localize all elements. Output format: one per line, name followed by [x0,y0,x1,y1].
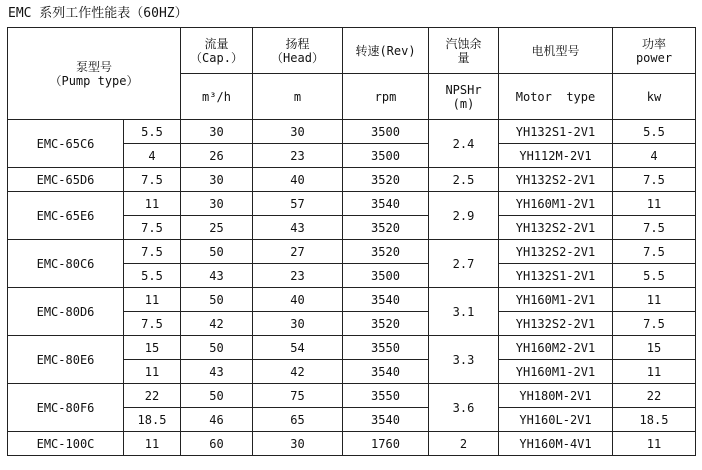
header-row-1 [8,28,696,74]
flow-cell: 46 [181,408,253,432]
pump-model-cell: EMC-80E6 [8,336,124,384]
motor-cell: YH160L-2V1 [499,408,613,432]
impeller-cell: 11 [124,432,181,456]
motor-cell: YH160M1-2V1 [499,192,613,216]
impeller-cell: 11 [124,288,181,312]
flow-cell: 60 [181,432,253,456]
head-header [253,28,343,74]
speed-header: 转速(Rev) [343,28,429,74]
table-row [8,432,696,456]
motor-cell: YH132S2-2V1 [499,216,613,240]
head-cell: 54 [253,336,343,360]
npsh-cell: 3.1 [429,288,499,336]
table-row [8,192,696,216]
power-cell: 5.5 [613,120,696,144]
table-body [8,120,696,456]
pump-model-cell: EMC-65C6 [8,120,124,168]
speed-cell: 3520 [343,240,429,264]
speed-cell: 3500 [343,120,429,144]
pump-model-cell: EMC-80C6 [8,240,124,288]
motor-header: 电机型号 [499,28,613,74]
flow-cell: 43 [181,360,253,384]
head-cell: 43 [253,216,343,240]
motor-cell: YH180M-2V1 [499,384,613,408]
impeller-cell: 7.5 [124,216,181,240]
power-cell: 11 [613,432,696,456]
motor-cell: YH112M-2V1 [499,144,613,168]
head-cell: 23 [253,144,343,168]
flow-cell: 50 [181,240,253,264]
npsh-cell: 3.3 [429,336,499,384]
pump-model-cell: EMC-80F6 [8,384,124,432]
npsh-cell: 2 [429,432,499,456]
impeller-cell: 7.5 [124,240,181,264]
impeller-cell: 7.5 [124,168,181,192]
impeller-cell: 22 [124,384,181,408]
npsh-cell: 2.5 [429,168,499,192]
power-cn: 功率 [641,36,666,51]
npsh-unit-1: NPSHr [445,82,482,97]
flow-cell: 30 [181,168,253,192]
speed-cell: 3540 [343,360,429,384]
pump-model-cell: EMC-100C [8,432,124,456]
pump-type-header [8,28,181,120]
flow-cell: 42 [181,312,253,336]
pump-type-cn: 泵型号 [75,59,112,74]
speed-cell: 3500 [343,144,429,168]
pump-type-en: （Pump type） [49,73,139,88]
head-cell: 57 [253,192,343,216]
flow-header [181,28,253,74]
impeller-cell: 7.5 [124,312,181,336]
npsh-cell: 3.6 [429,384,499,432]
motor-cell: YH160M2-2V1 [499,336,613,360]
table-row [8,240,696,264]
motor-cell: YH160M1-2V1 [499,360,613,384]
power-cell: 11 [613,288,696,312]
impeller-cell: 4 [124,144,181,168]
table-caption: EMC 系列工作性能表（60HZ） [8,6,188,21]
npsh-cell: 2.9 [429,192,499,240]
motor-cell: YH132S2-2V1 [499,168,613,192]
power-en: power [635,50,673,65]
flow-cell: 50 [181,288,253,312]
power-cell: 7.5 [613,312,696,336]
head-cell: 30 [253,120,343,144]
head-cell: 42 [253,360,343,384]
speed-cell: 3540 [343,192,429,216]
table-row [8,168,696,192]
head-cell: 30 [253,312,343,336]
npsh-cn-2: 量 [457,50,470,65]
motor-cell: YH160M1-2V1 [499,288,613,312]
flow-en: （Cap.） [190,50,243,65]
power-cell: 18.5 [613,408,696,432]
flow-cell: 30 [181,192,253,216]
flow-unit: m³/h [181,74,253,120]
npsh-unit-2: (m) [452,96,475,111]
npsh-unit [429,74,499,120]
power-cell: 22 [613,384,696,408]
motor-unit: Motor type [499,74,613,120]
power-cell: 11 [613,192,696,216]
speed-cell: 3520 [343,216,429,240]
speed-cell: 3550 [343,336,429,360]
npsh-cell: 2.7 [429,240,499,288]
flow-cn: 流量 [204,36,229,51]
power-cell: 5.5 [613,264,696,288]
speed-cell: 1760 [343,432,429,456]
impeller-cell: 11 [124,192,181,216]
speed-cell: 3550 [343,384,429,408]
head-cell: 65 [253,408,343,432]
flow-cell: 25 [181,216,253,240]
power-cell: 11 [613,360,696,384]
head-cell: 75 [253,384,343,408]
motor-cell: YH160M-4V1 [499,432,613,456]
head-cell: 27 [253,240,343,264]
head-cell: 40 [253,288,343,312]
pump-model-cell: EMC-65E6 [8,192,124,240]
impeller-cell: 11 [124,360,181,384]
motor-cell: YH132S1-2V1 [499,264,613,288]
impeller-cell: 15 [124,336,181,360]
motor-cell: YH132S2-2V1 [499,240,613,264]
head-cn: 扬程 [285,36,310,51]
speed-cell: 3540 [343,288,429,312]
impeller-cell: 5.5 [124,120,181,144]
power-unit: kw [613,74,696,120]
table-row [8,384,696,408]
head-en: （Head） [271,50,324,65]
motor-cell: YH132S2-2V1 [499,312,613,336]
npsh-cn-1: 汽蚀余 [445,36,482,51]
flow-cell: 50 [181,336,253,360]
power-cell: 4 [613,144,696,168]
npsh-cell: 2.4 [429,120,499,168]
speed-cell: 3520 [343,312,429,336]
power-cell: 15 [613,336,696,360]
motor-cell: YH132S1-2V1 [499,120,613,144]
performance-table [7,27,696,456]
speed-cell: 3520 [343,168,429,192]
power-cell: 7.5 [613,168,696,192]
npsh-header [429,28,499,74]
head-unit: m [253,74,343,120]
head-cell: 30 [253,432,343,456]
pump-model-cell: EMC-80D6 [8,288,124,336]
speed-cell: 3500 [343,264,429,288]
flow-cell: 30 [181,120,253,144]
table-row [8,288,696,312]
speed-cell: 3540 [343,408,429,432]
speed-unit: rpm [343,74,429,120]
head-cell: 23 [253,264,343,288]
power-cell: 7.5 [613,216,696,240]
impeller-cell: 18.5 [124,408,181,432]
pump-model-cell: EMC-65D6 [8,168,124,192]
power-header [613,28,696,74]
flow-cell: 43 [181,264,253,288]
head-cell: 40 [253,168,343,192]
flow-cell: 26 [181,144,253,168]
table-row [8,336,696,360]
flow-cell: 50 [181,384,253,408]
table-row [8,120,696,144]
power-cell: 7.5 [613,240,696,264]
impeller-cell: 5.5 [124,264,181,288]
